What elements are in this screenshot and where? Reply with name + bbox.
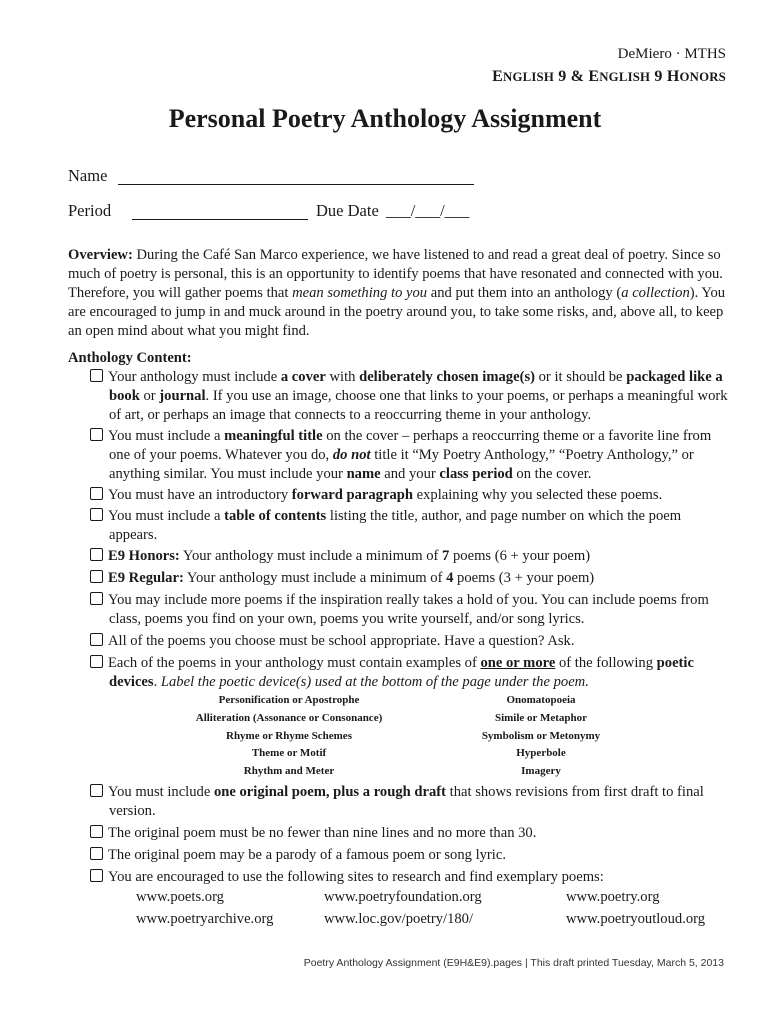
checkbox[interactable] xyxy=(90,847,103,860)
requirement-text-run: You must include xyxy=(108,784,214,800)
poetic-device-item: Hyperbole xyxy=(516,747,566,759)
requirement-text-run: one or more xyxy=(480,655,556,671)
checkbox[interactable] xyxy=(90,548,103,561)
requirement-text-run: . If you use an image, choose one that links to your poems, or perhaps a meaningful work of art, or perhaps an image that connects to a reoccurring theme in your anthology. xyxy=(109,388,728,423)
poetic-device-item: Symbolism or Metonymy xyxy=(481,730,601,742)
requirement-text-run: or it should be xyxy=(534,369,627,385)
checkbox[interactable] xyxy=(90,825,103,838)
requirement-text-run: Your anthology must include a minimum of xyxy=(183,570,447,586)
overview-text: ). You are encouraged to jump in and muck around in the poetry around you, to take some risks, and, above all, to keep an open mind about what you might find. xyxy=(68,285,726,339)
requirement-text-run: and your xyxy=(380,466,440,482)
checkbox[interactable] xyxy=(90,428,103,441)
requirement-item xyxy=(90,868,730,887)
poetic-device-item: Imagery xyxy=(521,765,561,777)
requirement-text-run: You must have an introductory xyxy=(108,487,292,503)
requirement-item xyxy=(90,846,730,865)
requirement-text-run: You are encouraged to use the following sites to research and find exemplary poems: xyxy=(108,869,604,885)
requirement-text-run: 4 xyxy=(446,570,454,586)
course-small: ONORS xyxy=(679,70,726,84)
due-date-label: Due Date xyxy=(316,201,379,220)
requirement-text-run: All of the poems you choose must be school appropriate. Have a question? Ask. xyxy=(108,633,575,649)
requirement-text-run: do not xyxy=(332,447,371,463)
checkbox[interactable] xyxy=(90,869,103,882)
requirement-text-run: Your anthology must include a minimum of xyxy=(179,548,443,564)
requirement-item xyxy=(90,569,730,588)
site-link[interactable]: www.loc.gov/poetry/180/ xyxy=(324,911,474,927)
requirement-text-run: 7 xyxy=(442,548,450,564)
requirement-item xyxy=(90,368,730,425)
checkbox[interactable] xyxy=(90,592,103,605)
site-link[interactable]: www.poetryfoundation.org xyxy=(324,889,482,905)
checkbox[interactable] xyxy=(90,369,103,382)
requirement-text-run: Your anthology must include xyxy=(108,369,281,385)
overview-label: Overview: xyxy=(68,247,133,263)
requirement-text-run: Each of the poems in your anthology must contain examples of xyxy=(108,655,481,671)
requirement-text-run: a cover xyxy=(280,369,326,385)
requirement-text-run: poems (3 + your poem) xyxy=(453,570,595,586)
overview-emphasis: mean something to you xyxy=(292,285,428,301)
requirement-text-run: explaining why you selected these poems. xyxy=(412,487,663,503)
requirement-item xyxy=(90,507,730,545)
period-field[interactable] xyxy=(132,219,308,220)
course-text: 9 xyxy=(650,68,667,85)
requirement-text-run: class period xyxy=(439,466,513,482)
footer-note: Poetry Anthology Assignment (E9H&E9).pages | This draft printed Tuesday, March 5, 2013 xyxy=(303,957,724,969)
requirement-text-run: one original poem, plus a rough draft xyxy=(213,784,447,800)
requirement-item xyxy=(90,824,730,843)
poetic-device-item: Personification or Apostrophe xyxy=(218,694,360,706)
checkbox[interactable] xyxy=(90,784,103,797)
poetic-device-item: Rhythm and Meter xyxy=(243,765,335,777)
course-small: NGLISH xyxy=(599,70,651,84)
requirement-item xyxy=(90,547,730,566)
page-title: Personal Poetry Anthology Assignment xyxy=(168,104,602,133)
course-cap: H xyxy=(666,68,680,85)
overview-paragraph xyxy=(68,246,728,341)
requirement-text-run: E9 Honors: xyxy=(108,548,180,564)
course-title xyxy=(492,68,726,86)
checkbox[interactable] xyxy=(90,655,103,668)
requirement-text-run: name xyxy=(346,466,381,482)
checkbox[interactable] xyxy=(90,633,103,646)
overview-emphasis: a collection xyxy=(621,285,690,301)
requirement-text-run: with xyxy=(325,369,360,385)
requirement-text-run: You must include a xyxy=(108,428,225,444)
requirement-text-run: on the cover. xyxy=(512,466,592,482)
checkbox[interactable] xyxy=(90,570,103,583)
requirement-text-run: . xyxy=(153,674,161,690)
name-label: Name xyxy=(68,166,108,185)
requirement-text-run: of the following xyxy=(555,655,657,671)
requirement-item xyxy=(90,486,730,505)
requirement-text-run: journal xyxy=(159,388,206,404)
requirement-item xyxy=(90,783,730,821)
site-link[interactable]: www.poets.org xyxy=(136,889,224,905)
requirement-item xyxy=(90,654,730,692)
poetic-device-item: Theme or Motif xyxy=(251,747,327,759)
course-cap: E xyxy=(588,68,600,85)
requirement-item xyxy=(90,591,730,629)
anthology-content-heading: Anthology Content: xyxy=(68,350,192,366)
course-cap: E xyxy=(492,68,504,85)
overview-section xyxy=(68,246,728,341)
site-link[interactable]: www.poetry.org xyxy=(566,889,660,905)
requirement-text-run: E9 Regular: xyxy=(108,570,184,586)
overview-text: and put them into an anthology ( xyxy=(427,285,622,301)
overview-text: During the Café San Marco experience, we have listened to and read a great deal of poetry. Since so much of poetry is personal, this is an opportunity to identify poems that have resonated and connected with you. Therefore, you will gather poems that xyxy=(68,247,723,301)
name-field[interactable] xyxy=(118,184,474,185)
poetic-device-item: Simile or Metaphor xyxy=(494,712,588,724)
requirement-text-run: forward paragraph xyxy=(291,487,413,503)
author-line: DeMiero · MTHS xyxy=(617,46,726,62)
requirement-text-run: on the cover – perhaps a reoccurring theme or a favorite line from one of your poems. Whatever you do, xyxy=(109,428,712,463)
requirement-text-run: listing the title, author, and page number on which the poem appears. xyxy=(109,508,682,543)
requirement-text-run: The original poem may be a parody of a famous poem or song lyric. xyxy=(108,847,506,863)
checkbox[interactable] xyxy=(90,508,103,521)
poetic-device-item: Rhyme or Rhyme Schemes xyxy=(226,730,352,742)
site-link[interactable]: www.poetryarchive.org xyxy=(136,911,274,927)
requirement-item xyxy=(90,427,730,484)
requirement-text-run: table of contents xyxy=(224,508,327,524)
requirement-text-run: You may include more poems if the inspiration really takes a hold of you. You can include poems from class, poems you find on your own, poems you write yourself, and/or song lyrics. xyxy=(108,592,709,627)
requirement-text-run: title it “My Poetry Anthology,” “Poetry Anthology,” or anything similar. You must include your xyxy=(109,447,694,482)
requirement-text-run: packaged like a book xyxy=(109,369,723,404)
requirement-text-run: poetic devices xyxy=(109,655,694,690)
requirement-text-run: deliberately chosen image(s) xyxy=(359,369,535,385)
checkbox[interactable] xyxy=(90,487,103,500)
requirement-text-run: The original poem must be no fewer than nine lines and no more than 30. xyxy=(108,825,537,841)
poetic-device-item: Alliteration (Assonance or Consonance) xyxy=(195,712,383,724)
requirement-text-run: Label the poetic device(s) used at the bottom of the page under the poem. xyxy=(160,674,589,690)
poetic-device-item: Onomatopoeia xyxy=(506,694,576,706)
course-small: NGLISH xyxy=(503,70,555,84)
requirement-text-run: meaningful title xyxy=(224,428,323,444)
requirement-text-run: You must include a xyxy=(108,508,225,524)
requirement-text-run: or xyxy=(139,388,160,404)
course-text: 9 & xyxy=(554,68,589,85)
period-label: Period xyxy=(68,201,112,220)
requirement-text-run: poems (6 + your poem) xyxy=(449,548,591,564)
site-link[interactable]: www.poetryoutloud.org xyxy=(566,911,706,927)
requirement-item xyxy=(90,632,730,651)
requirement-text-run: that shows revisions from first draft to final version. xyxy=(109,784,704,819)
due-date-field[interactable]: ___/___/___ xyxy=(386,201,470,220)
